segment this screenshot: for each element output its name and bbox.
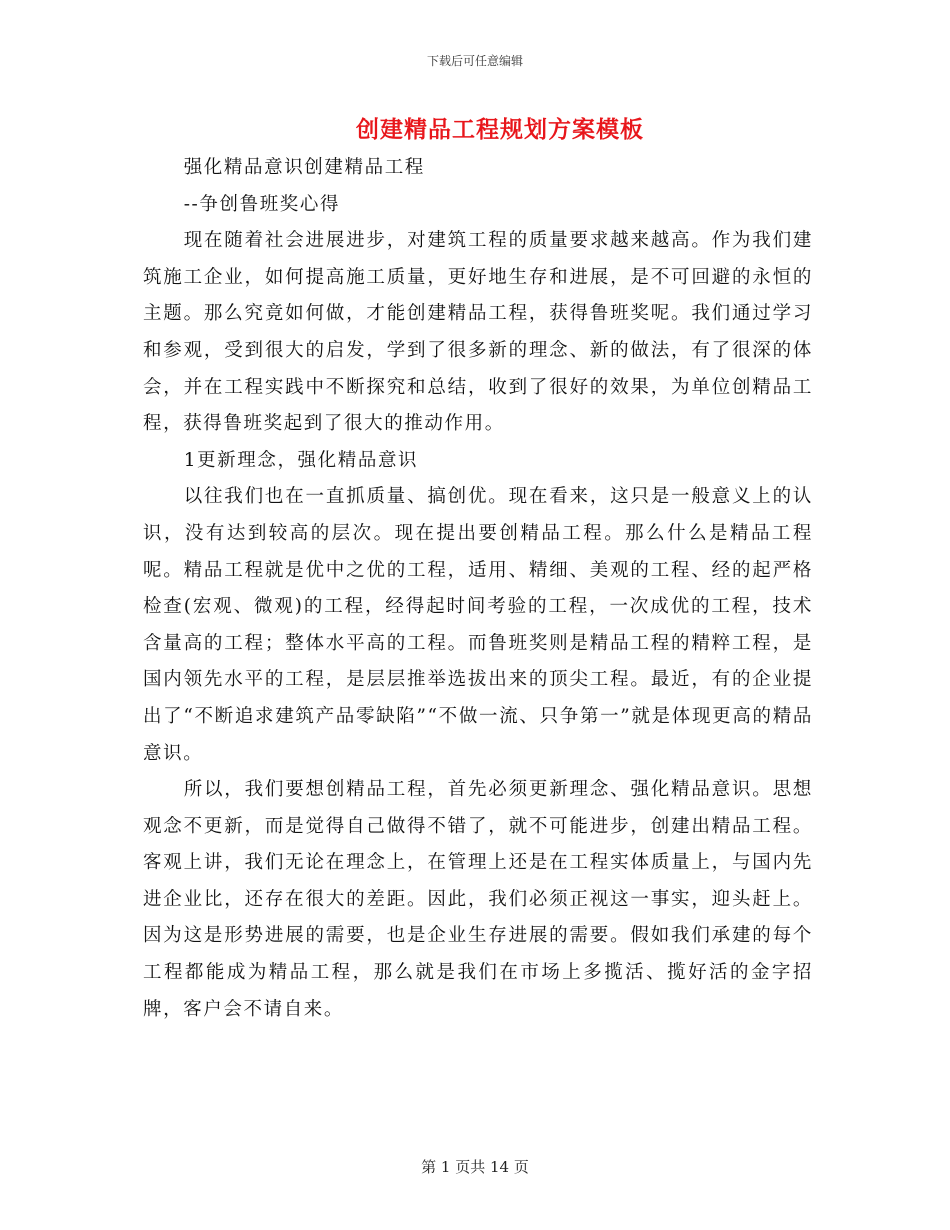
document-subtitle: 强化精品意识创建精品工程 bbox=[183, 157, 425, 178]
body-paragraph: 所以，我们要想创精品工程，首先必须更新理念、强化精品意识。思想观念不更新，而是觉得自己做得不错了，就不可能进步，创建出精品工程。客观上讲，我们无论在理念上，在管理上还是在工程实体质量上，与国内先进企业比，还存在很大的差距。因此，我们必须正视这一事实，迎头赶上。因为这是形势进展的需要，也是企业生存进展的需要。假如我们承建的每个工程都能成为精品工程，那么就是我们在市场上多揽活、揽好活的金字招牌，客户会不请自来。 bbox=[143, 779, 813, 1020]
page-header-note: 下载后可任意编辑 bbox=[426, 54, 523, 68]
body-paragraph: 以往我们也在一直抓质量、搞创优。现在看来，这只是一般意义上的认识，没有达到较高的层次。现在提出要创精品工程。那么什么是精品工程呢。精品工程就是优中之优的工程，适用、精细、美观的工程、经的起严格检查(宏观、微观)的工程，经得起时间考验的工程，一次成优的工程，技术含量高的工程；整体水平高的工程。而鲁班奖则是精品工程的精粹工程，是国内领先水平的工程，是层层推举选拔出来的顶尖工程。最近，有的企业提出了“不断追求建筑产品零缺陷”“不做一流、只争第一”就是体现更高的精品意识。 bbox=[143, 486, 813, 764]
page-number-footer: 第 1 页共 14 页 bbox=[421, 1158, 529, 1176]
section-heading: 1更新理念，强化精品意识 bbox=[183, 449, 419, 471]
document-subtitle-secondary: --争创鲁班奖心得 bbox=[183, 193, 341, 215]
document-body bbox=[143, 150, 813, 1028]
document-title: 创建精品工程规划方案模板 bbox=[356, 116, 644, 143]
body-paragraph: 现在随着社会进展进步，对建筑工程的质量要求越来越高。作为我们建筑施工企业，如何提高施工质量，更好地生存和进展，是不可回避的永恒的主题。那么究竟如何做，才能创建精品工程，获得鲁班奖呢。我们通过学习和参观，受到很大的启发，学到了很多新的理念、新的做法，有了很深的体会，并在工程实践中不断探究和总结，收到了很好的效果，为单位创精品工程，获得鲁班奖起到了很大的推动作用。 bbox=[143, 230, 813, 435]
